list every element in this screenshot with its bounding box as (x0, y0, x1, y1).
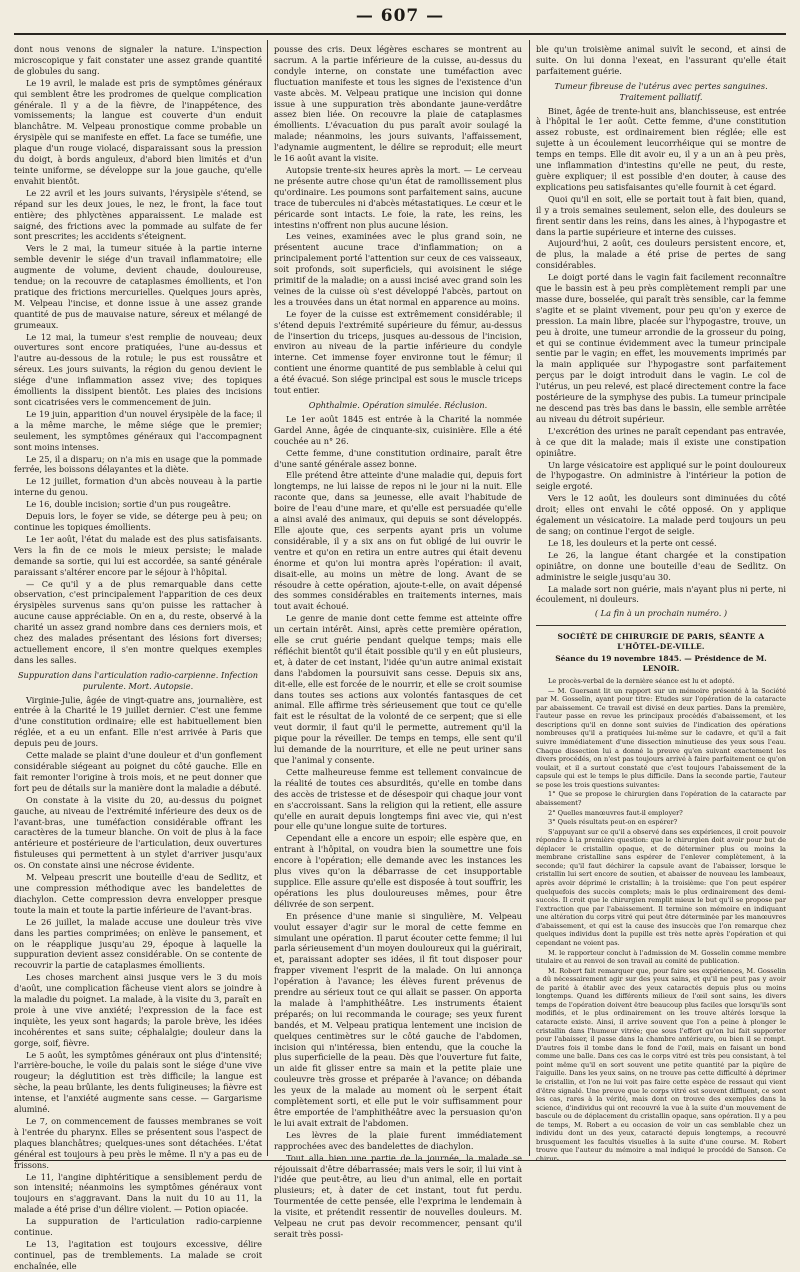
paragraph: Binet, âgée de trente-huit ans, blanchisseuse, est entrée à l'hôpital le 1er août. Cette femme, d'une constitution assez robuste, est ordinairement bien réglée; elle est sujette à un écoulement leucorrhéique qui se montre de temps en temps. Elle dit avoir eu, il y a un an à peu près, une inflammation d'intestins qu'elle ne peut, du reste, guère expliquer; il est possible d'en douter, à cause des explications peu satisfaisantes qu'elle fournit à cet égard. (536, 105, 786, 192)
paragraph: Le 13, l'agitation est toujours excessive, délire continuel, pas de tremblements. La malade se croit enchaînée, elle (14, 1238, 262, 1271)
paragraph: Les choses marchent ainsi jusque vers le 3 du mois d'août, une complication fâcheuse vient alors se joindre à la maladie du poignet. La malade, à la visite du 3, paraît en proie à une vive anxiété; l'expression de la face est inquiète, les yeux sont hagards; la parole brève, les idées incohérentes et sans suite; céphalalgie; douleur dans la gorge, soif, fièvre. (14, 972, 262, 1048)
column-middle (274, 44, 522, 1239)
paragraph: M. le rapporteur conclut à l'admission de M. Gosselin comme membre titulaire et au renvoi de son travail au comité de publication. (536, 948, 786, 966)
society-heading: SOCIÉTÉ DE CHIRURGIE DE PARIS, SÉANTE A L'HÔTEL-DE-VILLE. (557, 632, 765, 652)
paragraph: Aujourd'hui, 2 août, ces douleurs persistent encore, et, de plus, la malade a été prise de pertes de sang considérables. (536, 238, 786, 271)
paragraph: Le 1er août 1845 est entrée à la Charité la nommée Gardel Anne, âgée de cinquante-six, cuisinière. Elle a été couchée au n° 26. (274, 413, 522, 446)
paragraph: Le 26 juillet, la malade accuse une douleur très vive dans les parties comprimées; on enlève le pansement, et on le réapplique jusqu'au 29, époque à laquelle la suppuration devient assez considérable. On se contente de recouvrir la partie de cataplasmes émollients. (14, 916, 262, 971)
paragraph: Le 12 juillet, formation d'un abcès nouveau à la partie interne du genou. (14, 476, 262, 498)
paragraph: Quoi qu'il en soit, elle se portait tout à fait bien, quand, il y a trois semaines seulement, selon elle, des douleurs se firent sentir dans les reins, dans les aines, à l'hypogastre et dans la partie supérieure et interne des cuisses. (536, 193, 786, 237)
paragraph: Autopsie trente-six heures après la mort. — Le cerveau ne présente autre chose qu'un état de ramollissement plus qu'ordinaire. Les poumons sont parfaitement sains, aucune trace de tubercules ni d'abcès métastatiques. Le cœur et le péricarde sont intacts. Le foie, la rate, les reins, les intestins n'offrent non plus aucune lésion. (274, 164, 522, 230)
paragraph: Le 1er août, l'état du malade est des plus satisfaisants. Vers la fin de ce mois le mieux persiste; le malade demande sa sortie, qui lui est accordée, sa santé générale paraissant s'altérer encore par le séjour à l'hôpital. (14, 533, 262, 577)
section-heading: Suppuration dans l'articulation radio-carpienne. Infection purulente. Mort. Autopsie. (17, 669, 259, 691)
section-heading: Tumeur fibreuse de l'utérus avec pertes sanguines. Traitement palliatif. (554, 80, 768, 102)
column-left (14, 44, 262, 1271)
paragraph: Virginie-Julie, âgée de vingt-quatre ans, journalière, est entrée à la Charité le 19 juillet dernier. C'est une femme d'une constitution ordinaire; elle est habituellement bien réglée, et a eu un enfant. Elle n'est arrivée à Paris que depuis peu de jours. (14, 694, 262, 749)
paragraph: M. Velpeau prescrit une bouteille d'eau de Sedlitz, et une compression méthodique avec les bandelettes de diachylon. Cette compression devra envelopper presque toute la main et toute la partie inférieure de l'avant-bras. (14, 872, 262, 915)
paragraph: La malade sort non guérie, mais n'ayant plus ni perte, ni écoulement, ni douleurs. (536, 583, 786, 605)
paragraph: Le 25, il a disparu; on n'a mis en usage que la pommade ferrée, les boissons délayantes et la diète. (14, 453, 262, 475)
paragraph: 3° Quels résultats peut-on en espérer? (548, 818, 678, 827)
paragraph: On constate à la visite du 20, au-dessus du poignet gauche, au niveau de l'extrémité inférieure des deux os de l'avant-bras, une tuméfaction considérable offrant les caractères de la tumeur blanche. On voit de plus à la face antérieure et postérieure de l'articulation, deux ouvertures fistuleuses qui permettent à un stylet d'arriver jusqu'aux os. On constate ainsi une nécrose évidente. (14, 794, 262, 871)
paragraph: Le 12 mai, la tumeur s'est remplie de nouveau; deux ouvertures sont encore pratiquées, l'une au-dessus et l'autre au-dessous de la rotule; le pus est roussâtre et séreux. Les jours suivants, la région du genou devient le siége d'une inflammation assez vive; des topiques émollients la dissipent bientôt. Les plaies des incisions sont cicatrisées vers le commencement de juin. (14, 331, 262, 407)
paragraph: Le 7, on commencement de fausses membranes se voit à l'entrée du pharynx. Elles se présentent sous l'aspect de plaques blanchâtres; quelques-unes sont détachées. L'état général est toujours à peu près le même. Il n'y a pas eu de frissons. (14, 1116, 262, 1170)
paragraph: Cette malheureuse femme est tellement convaincue de la réalité de toutes ces absurdités, qu'elle en tombe dans des accès de tristesse et de désespoir qui chaque jour vont en s'accroissant. Sans la religion qui la retient, elle assure qu'elle en aurait depuis longtemps fini avec vie, qui n'est pour elle qu'une longue suite de tortures. (274, 766, 522, 832)
paragraph: Le 22 avril et les jours suivants, l'érysipèle s'étend, se répand sur les deux joues, le nez, le front, la face tout entière; des phlyctènes apparaissent. Le malade est saigné, des frictions avec la pommade au sulfate de fer sont prescrites; les accidents s'éteignent. (14, 187, 262, 242)
header-rule (14, 33, 786, 35)
paragraph: Cette malade se plaint d'une douleur et d'un gonflement considérable siégeant au poignet du côté gauche. Elle en fait remonter l'origine à trois mois, et ne peut donner que fort peu de détails sur la manière dont la maladie a débuté. (14, 750, 262, 793)
paragraph: dont nous venons de signaler la nature. L'inspection microscopique y fait constater une assez grande quantité de globules du sang. (14, 44, 262, 76)
paragraph: Cependant elle a encore un espoir; elle espère que, en entrant à l'hôpital, on voudra bien la soumettre une fois encore à l'opération; elle demande avec les instances les plus vives qu'on la débarrasse de cet insupportable supplice. Elle assure qu'elle est disposée à tout souffrir, les opérations les plus douloureuses mêmes, pour être délivrée de son serpent. (274, 833, 522, 909)
paragraph: Le 5 août, les symptômes généraux ont plus d'intensité; l'arrière-bouche, le voile du palais sont le siége d'une vive rougeur; la déglutition est très difficile; la langue est sèche, la peau brûlante, les dents fuligineuses; la fièvre est intense, et l'anxiété augmente sans cesse. — Gargarisme aluminé. (14, 1049, 262, 1115)
paragraph: L'excrétion des urines ne paraît cependant pas entravée, à ce que dit la malade; mais il existe une constipation opiniâtre. (536, 425, 786, 458)
paragraph: Le 19 juin, apparition d'un nouvel érysipèle de la face; il a la même marche, le même siége que le premier; seulement, les symptômes généraux qui l'accompagnent sont moins intenses. (14, 408, 262, 452)
paragraph: Un large vésicatoire est appliqué sur le point douloureux de l'hypogastre. On administre à l'intérieur la potion de seigle ergoté. (536, 459, 786, 492)
paragraph: Le foyer de la cuisse est extrêmement considérable; il s'étend depuis l'extrémité supérieure du fémur, au-dessus de l'insertion du triceps, jusques au-dessous de l'incision, environ au niveau de la partie inférieure du condyle interne. Cet immense foyer environne tout le fémur; il contient une énorme quantité de pus semblable à celui qui a été évacué. Son siége principal est sous le muscle triceps tout entier. (274, 308, 522, 396)
paragraph: Vers le 2 mai, la tumeur située à la partie interne semble devenir le siége d'un travail inflammatoire; elle augmente de volume, devient chaude, douloureuse, tendue; on la recouvre de cataplasmes émollients, et l'on pratique des frictions mercurielles. Quelques jours après, M. Velpeau l'incise, et donne issue à une assez grande quantité de pus de mauvaise nature, séreux et mélangé de grumeaux. (14, 243, 262, 330)
paragraph: pousse des cris. Deux légères eschares se montrent au sacrum. A la partie inférieure de la cuisse, au-dessus du condyle interne, on constate une tuméfaction avec fluctuation manifeste et tous les signes de l'existence d'un vaste abcès. M. Velpeau pratique une incision qui donne issue à une suppuration très abondante jaune-verdâtre assez bien liée. On recouvre la plaie de cataplasmes émollients. L'évacuation du pus paraît avoir soulagé la malade; néanmoins, les jours suivants, l'affaissement, l'adynamie augmentent, le délire se reproduit; elle meurt le 16 août avant la visite. (274, 44, 522, 164)
paragraph: Le 11, l'angine diphtéritique a sensiblement perdu de son intensité; néanmoins les symptômes généraux vont toujours en s'aggravant. Dans la nuit du 10 au 11, la malade a été prise d'un délire violent. — Potion opiacée. (14, 1171, 262, 1215)
paragraph: La suppuration de l'articulation radio-carpienne continue. (14, 1216, 262, 1238)
paragraph: 1° Que se propose le chirurgien dans l'opération de la cataracte par abaissement? (536, 790, 786, 807)
paragraph: Cette femme, d'une constitution ordinaire, paraît être d'une santé générale assez bonne. (274, 447, 522, 469)
section-heading: Ophthalmie. Opération simulée. Réclusion. (308, 400, 488, 410)
column-divider (267, 40, 268, 1156)
paragraph: S'appuyant sur ce qu'il a observé dans ses expériences, il croit pouvoir répondre à la première question: que le chirurgien doit avoir pour but de déplacer le cristallin opaque, et de déterminer plus ou moins la membrane cristalline sans espérer de l'enlever complètement, à la seconde; qu'il faut déchirer la capsule avant de l'abaisser, lorsque le cristallin lui sert encore de soutien, et abaisser de nouveau les lambeaux, après avoir déprimé le cristallin; à la troisième: que l'on peut espérer quelquefois des succès complets; mais le plus ordinairement des demi-succès. Il croit que le chirurgien remplit mieux le but qu'il se propose par l'extraction que par l'abaissement. Il termine son mémoire en indiquant une altération du corps vitré qui peut être déterminée par les manœuvres d'abaissement, et qui est la cause des insuccès que l'on remarque chez quelques individus dont la pupille est très nette après l'opération et qui cependant ne voient pas. (536, 827, 786, 947)
paragraph: Le genre de manie dont cette femme est atteinte offre un certain intérêt. Ainsi, après cette première opération, elle se crut guérie pendant quelque temps; mais elle réfléchit bientôt qu'il était possible qu'il y en eût plusieurs, et, à dater de cet instant, l'idée qu'un autre animal existait dans l'abdomen la poursuivit sans cesse. Depuis six ans, dit-elle, elle est forcée de le nourrir, et elle se croit soumise dans toutes ses actions aux volontés fantasques de cet animal. Elle affirme très sérieusement que tout ce qu'elle fait est le résultat de la volonté de ce serpent; que si elle veut dormir, il faut qu'il le permette, autrement qu'il la pique pour la réveiller. De temps en temps, elle sent qu'il lui demande de la nourriture, et elle ne peut uriner sans que l'animal y consente. (274, 613, 522, 765)
footer-rule (14, 1160, 786, 1161)
paragraph: Le procès-verbal de la dernière séance est lu et adopté. (548, 677, 735, 686)
column-right (536, 44, 786, 1164)
paragraph: Le 26, la langue étant chargée et la constipation opiniâtre, on donne une bouteille d'eau de Sedlitz. On administre le seigle jusqu'au 30. (536, 549, 786, 582)
paragraph: 2° Quelles manœuvres faut-il employer? (548, 808, 683, 817)
paragraph: — M. Guersant lit un rapport sur un mémoire présenté à la Société par M. Gosselin, ayant pour titre: Etudes sur l'opération de la cataracte par abaissement. Ce travail est divisé en deux parties. Dans la première, l'auteur passe en revue les principaux procédés d'abaissement, et les descriptions qu'il en donne sont suivies de l'indication des opérations nombreuses qu'il a pratiquées lui-même sur le cadavre, et qu'il a fait suivre immédiatement d'une dissection minutieuse des yeux sous l'eau. Chaque dissection lui a donné la preuve qu'en suivant exactement les divers procédés, on n'est pas toujours arrivé à faire parfaitement ce qu'on voulait, et il a surtout constaté que c'est toujours l'abaissement de la capsule qui est le temps le plus difficile. Dans la seconde partie, l'auteur se pose les trois questions suivantes: (536, 686, 786, 789)
section-divider (536, 625, 786, 626)
paragraph: En présence d'une manie si singulière, M. Velpeau voulut essayer d'agir sur le moral de cette femme en simulant une opération. Il parut écouter cette femme; il lui parla sérieusement d'un moyen douloureux qui la guérirait, et, paraissant adopter ses idées, il fit tout disposer pour frapper vivement l'esprit de la malade. On lui annonça l'opération à l'avance; les élèves furent prévenus de prendre au sérieux tout ce qui allait se passer. On apporta la malade à l'amphithéâtre. Les instruments étaient préparés; on lui recommanda le courage; ses yeux furent bandés, et M. Velpeau pratiqua lentement une incision de quelques centimètres sur le côté gauche de l'abdomen, incision qui n'intéressa, bien entendu, que la couche la plus superficielle de la peau. Dès que l'ouverture fut faite, un aide fit glisser entre sa main et la petite plaie une couleuvre très grosse et préparée à l'avance; on débanda les yeux de la malade au moment où le serpent était complètement sorti, et elle put le voir suffisamment pour être emportée de l'amphithéâtre avec la persuasion qu'on le lui avait extrait de l'abdomen. (274, 910, 522, 1128)
continuation-note: ( La fin à un prochain numéro. ) (594, 608, 728, 619)
paragraph: Depuis lors, le foyer se vide, se déterge peu à peu; on continue les topiques émollients. (14, 511, 262, 532)
paragraph: M. Robert fait remarquer que, pour faire ses expériences, M. Gosselin a dû nécessairement agir sur des yeux sains, et qu'il ne peut pas y avoir de parité à établir avec des yeux cataractés depuis plus ou moins longtemps. Quand les différents milieux de l'œil sont sains, les divers temps de l'opération doivent être beaucoup plus faciles que lorsqu'ils sont modifiés, et le plus ordinairement on les trouve altérés lorsque la cataracte existe. Ainsi, il arrive souvent que l'on a peine à plonger le cristallin dans l'humeur vitrée; que sous l'effort qu'on lui fait supporter pour l'abaisser, il passe dans la chambre antérieure, ou bien il se rompt. D'autres fois il tombe dans le fond de l'œil, mais en faisant un bond comme une balle. Dans ces cas le corps vitré est très peu consistant, à tel point même qu'il en sort souvent une petite quantité par la piqûre de l'aiguille. Dans les yeux sains, on ne trouve pas cette difficulté à déprimer le cristallin, et l'on ne lui voit pas faire cette espèce de ressaut qui vient d'être signalé. Une preuve que le corps vitré est souvent diffluent, ce sont les cas, rares à la vérité, mais dont on trouve des exemples dans la science, d'individus qui ont recouvré la vue à la suite d'un mouvement de bascule ou de déplacement du cristallin opaque, sans opération. Il y a peu de temps, M. Robert a eu occasion de voir un cas semblable chez un individu dont un des yeux, cataracté depuis longtemps, a recouvré brusquement les facultés visuelles à la suite d'une course. M. Robert trouve que l'auteur du mémoire a mal indiqué le procédé de Sanson. Ce chirur- (536, 966, 786, 1164)
paragraph: — Ce qu'il y a de plus remarquable dans cette observation, c'est principalement l'apparition de ces deux érysipèles survenus sans qu'on puisse les rattacher à aucune cause appréciable. On en a, du reste, observé à la charité un assez grand nombre dans ces derniers mois, et chez des malades présentant des lésions fort diverses; actuellement encore, il s'en montre quelques exemples dans les salles. (14, 578, 262, 665)
paragraph: Le 19 avril, le malade est pris de symptômes généraux qui semblent être les prodromes de quelque complication générale. Il y a de la fièvre, de l'inappétence, des vomissements; la langue est couverte d'un enduit blanchâtre. M. Velpeau pronostique comme probable un érysipèle qui se manifeste en effet. La face se tuméfie, une plaque d'un rouge violacé, disparaissant sous la pression du doigt, à bords anguleux, d'abord bien limités et d'un teinte uniforme, se développe sur la joue gauche, qu'elle envahit bientôt. (14, 77, 262, 186)
column-divider (529, 40, 530, 1156)
paragraph: Vers le 12 août, les douleurs sont diminuées du côté droit; elles ont envahi le côté opposé. On y applique également un vésicatoire. La malade perd toujours un peu de sang; on continue l'ergot de seigle. (536, 493, 786, 536)
session-heading: Séance du 19 novembre 1845. — Présidence de M. LENOIR. (555, 654, 767, 674)
paragraph: Les veines, examinées avec le plus grand soin, ne présentent aucune trace d'inflammation; on a principalement porté l'attention sur ceux de ces vaisseaux, soit profonds, soit superficiels, qui avoisinent le siége primitif de la maladie; on a aussi incisé avec grand soin les veines de la cuisse où s'est développé l'abcès, partout on les a trouvées dans un état normal en apparence au moins. (274, 231, 522, 307)
paragraph: Tout alla bien une partie de la journée, la malade se réjouissait d'être débarrassée; mais vers le soir, il lui vint à l'idée que peut-être, au lieu d'un animal, elle en portait plusieurs; et, à dater de cet instant, tout fut perdu. Tourmentée de cette pensée, elle l'exprima le lendemain à la visite, et prétendit ressentir de nouvelles douleurs. M. Velpeau ne crut pas devoir recommencer, pensant qu'il serait très possi- (274, 1152, 522, 1239)
paragraph: Le doigt porté dans le vagin fait facilement reconnaître que le bassin est à peu près complètement rempli par une masse dure, bosselée, qui paraît très sensible, car la femme s'agite et se plaint vivement, pour peu qu'on y exerce de pression. La main libre, placée sur l'hypogastre, trouve, un peu à droite, une tumeur arrondie de la grosseur du poing, et qui se continue évidemment avec la tumeur principale sentie par le vagin; en effet, les mouvements imprimés par la main appliquée sur l'hypogastre sont parfaitement perçus par le doigt introduit dans le vagin. Le col de l'utérus, un peu relevé, est placé directement contre la face postérieure de la symphyse des pubis. La tumeur principale ne descend pas très bas dans le bassin, elle semble arrêtée au niveau du détroit supérieur. (536, 272, 786, 424)
paragraph: Elle prétend être atteinte d'une maladie qui, depuis fort longtemps, ne lui laisse de repos ni le jour ni la nuit. Elle raconte que, dans sa jeunesse, elle avait l'habitude de boire de l'eau d'une mare, et qu'elle est persuadée qu'elle a ainsi avalé des animaux, qui depuis se sont développés. Elle ajoute que, ces serpents ayant pris un volume considérable, il y a six ans on fut obligé de lui ouvrir le ventre et qu'on en retira un entre autres qui était devenu énorme et qu'on lui montra après l'opération: il avait, disait-elle, au moins un mètre de long. Avant de se résoudre à cette opération, ajoute-t-elle, on avait dépensé des sommes considérables en traitements internes, mais tout avait échoué. (274, 470, 522, 612)
paragraph: Le 18, les douleurs et la perte ont cessé. (548, 537, 717, 548)
paragraph: Les lèvres de la plaie furent immédiatement rapprochées avec des bandelettes de diachylon. (274, 1129, 522, 1151)
page-number: — 607 — (355, 6, 445, 26)
paragraph: Le 16, double incision; sortie d'un pus rougeâtre. (26, 499, 231, 510)
paragraph: ble qu'un troisième animal suivît le second, et ainsi de suite. On lui donna l'exeat, en l'assurant qu'elle était parfaitement guérie. (536, 44, 786, 76)
